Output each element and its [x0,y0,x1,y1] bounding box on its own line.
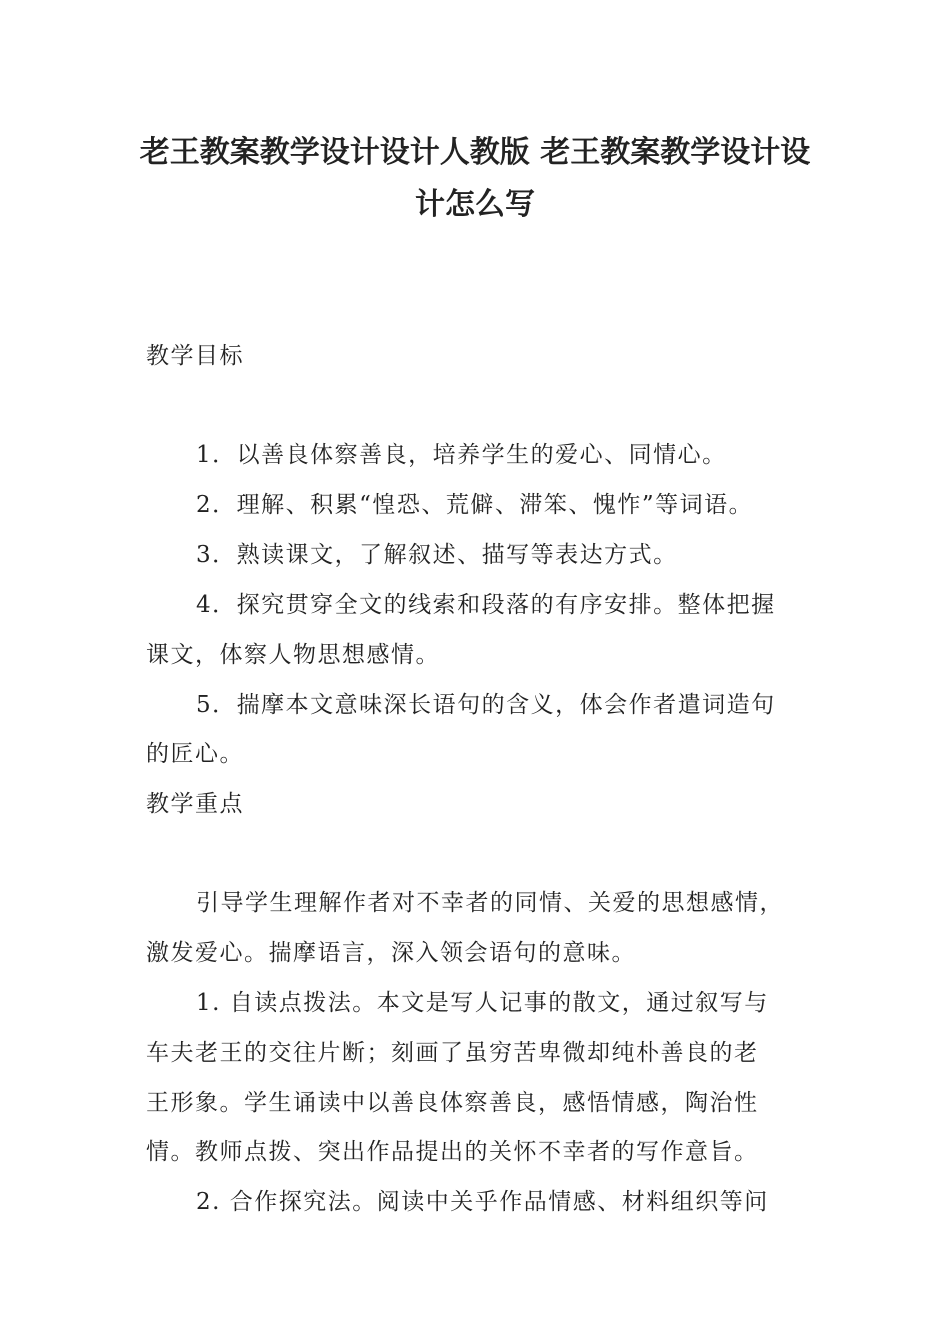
method-1-line-3: 王形象。学生诵读中以善良体察善良，感悟情感，陶治性 [146,1090,759,1116]
method-1-line-4: 情。教师点拨、突出作品提出的关怀不幸者的写作意旨。 [146,1139,759,1165]
method-1-line-1: 1. 自读点拨法。本文是写人记事的散文，通过叙写与 [196,990,769,1016]
document-title [120,127,830,231]
title-line-1: 老王教案教学设计设计人教版 老王教案教学设计设 [139,135,811,170]
goal-item-2: 2．理解、积累“惶恐、荒僻、滞笨、愧怍”等词语。 [196,492,754,518]
focus-paragraph-line-1: 引导学生理解作者对不幸者的同情、关爱的思想感情， [196,890,784,916]
goal-item-4-continued: 课文，体察人物思想感情。 [146,642,440,668]
goal-item-5: 5．揣摩本文意味深长语句的含义，体会作者遣词造句 [196,692,776,718]
method-1-line-2: 车夫老王的交往片断；刻画了虽穷苦卑微却纯朴善良的老 [146,1040,759,1066]
goal-item-4: 4．探究贯穿全文的线索和段落的有序安排。整体把握 [196,592,776,618]
title-line-2: 计怎么写 [415,187,535,222]
goal-item-5-continued: 的匠心。 [146,741,244,767]
section-heading-focus: 教学重点 [146,791,244,817]
goal-item-1: 1．以善良体察善良，培养学生的爱心、同情心。 [196,442,727,468]
goal-item-3: 3．熟读课文，了解叙述、描写等表达方式。 [196,542,678,568]
method-2-line-1: 2. 合作探究法。阅读中关乎作品情感、材料组织等问 [196,1189,769,1215]
focus-paragraph-line-2: 激发爱心。揣摩语言，深入领会语句的意味。 [146,940,636,966]
section-heading-goals: 教学目标 [146,343,244,369]
